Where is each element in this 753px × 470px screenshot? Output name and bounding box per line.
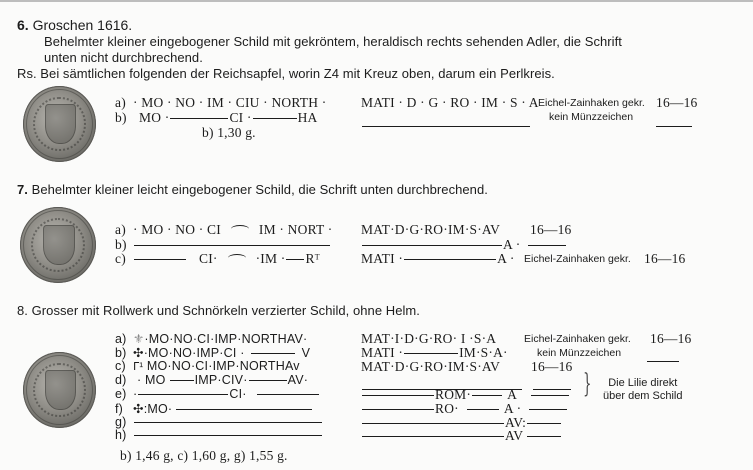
variant-8c-reverse: MAT·D·G·RO·IM·S·AV (361, 359, 501, 374)
section-number: 7. (17, 182, 28, 197)
coin-image-7 (20, 207, 96, 283)
section-title: Grosser mit Rollwerk und Schnörkeln verzierter Schild, ohne Helm. (31, 303, 420, 318)
variant-8h-reverse: AV (361, 428, 562, 444)
section-7-heading (17, 182, 488, 197)
variant-8b-mark: kein Münzzeichen (537, 347, 622, 359)
variant-8g-obverse: g) (115, 415, 323, 429)
variant-6a-obverse: a) · MO · NO · IM · CIU · NORTH · (115, 95, 327, 110)
variant-6b-year-dash (655, 117, 693, 135)
variant-6b-obverse: b) MO · CI · HA (115, 110, 318, 125)
variant-8e-obverse: e) · CI· (115, 387, 320, 401)
section-number: 6. (17, 17, 29, 33)
section-6-description-2: unten nicht durchbrechend. (44, 50, 203, 65)
section-6-heading (17, 17, 132, 33)
cross-icon: ✣ (133, 402, 144, 416)
arc-symbol (228, 254, 246, 262)
variant-8e-reverse: ROM· A (361, 387, 570, 403)
arc-symbol (231, 225, 249, 233)
coin-image-8 (23, 352, 96, 428)
variant-6a-year: 16—16 (656, 95, 698, 110)
variant-8h-obverse: h) (115, 428, 323, 442)
variant-6b-mark: kein Münzzeichen (549, 111, 634, 123)
variant-8f-reverse: RO· A · (361, 401, 568, 417)
coin-image-6 (23, 86, 96, 162)
section-6-description-1: Behelmter kleiner eingebogener Schild mit gekröntem, heraldisch rechts sehenden Adler, die Schrift (44, 34, 622, 49)
variant-8g-reverse: AV: (361, 415, 562, 431)
variant-8a-obverse: a) ⚜·MO·NO·CI·IMP·NORTHAV· (115, 332, 308, 346)
variant-8b-year-dash (646, 352, 680, 370)
variant-6a-reverse: MATI · D · G · RO · IM · S · A (361, 95, 539, 110)
lily-note: Die Lilie direkt über dem Schild (603, 377, 683, 402)
section-8-heading (17, 303, 420, 318)
top-border (0, 0, 753, 2)
variant-7c-obverse: c) CI· ·IM · Rᵀ (115, 251, 320, 266)
flag-icon: ᒥ¹ (133, 361, 144, 373)
section-title: Behelmter kleiner leicht eingebogener Schild, die Schrift unten durchbrechend. (31, 182, 488, 197)
variant-7a-obverse: a) · MO · NO · CI IM · NORT · (115, 222, 333, 237)
variant-8c-obverse: c) ᒥ¹ MO·NO·CI·IMP·NORTHAv (115, 359, 300, 373)
lily-icon: ⚜ (133, 332, 145, 346)
variant-8c-year: 16—16 (531, 359, 573, 374)
variant-7a-reverse: MAT·D·G·RO·IM·S·AV (361, 222, 501, 237)
section-6-reverse-note: Rs. Bei sämtlichen folgenden der Reichsapfel, worin Z4 mit Kreuz oben, darum ein Perlkreis. (17, 66, 555, 81)
variant-8f-obverse: f) ✣:MO· (115, 401, 313, 416)
variant-8a-reverse: MAT·I·D·G·RO· I ·S·A (361, 331, 497, 346)
variant-7c-mark: Eichel-Zainhaken gekr. (524, 253, 631, 265)
section-title: Groschen 1616. (32, 17, 133, 33)
brace: } (583, 369, 592, 399)
section-8-weights: b) 1,46 g, c) 1,60 g, g) 1,55 g. (120, 448, 288, 463)
section-6-weights: b) 1,30 g. (202, 125, 256, 140)
variant-6b-reverse-dash (361, 117, 531, 135)
variant-8b-obverse: b) ✣·MO·NO·IMP·CI · V (115, 346, 311, 360)
variant-7b-reverse: A · (361, 237, 567, 253)
variant-8b-reverse: MATI · IM·S·A· (361, 345, 508, 360)
variant-6a-mark: Eichel-Zainhaken gekr. (538, 97, 645, 109)
cross-icon: ✣ (133, 346, 144, 360)
variant-7a-year: 16—16 (530, 222, 572, 237)
variant-8d-obverse: d) · MO IMP·CIV· AV· (115, 373, 309, 387)
variant-7b-obverse: b) (115, 237, 331, 253)
variant-7c-year: 16—16 (644, 251, 686, 266)
variant-7c-reverse: MATI · A · (361, 251, 515, 266)
section-number: 8. (17, 303, 28, 318)
variant-8a-mark: Eichel-Zainhaken gekr. (524, 333, 631, 345)
variant-8a-year: 16—16 (650, 331, 692, 346)
